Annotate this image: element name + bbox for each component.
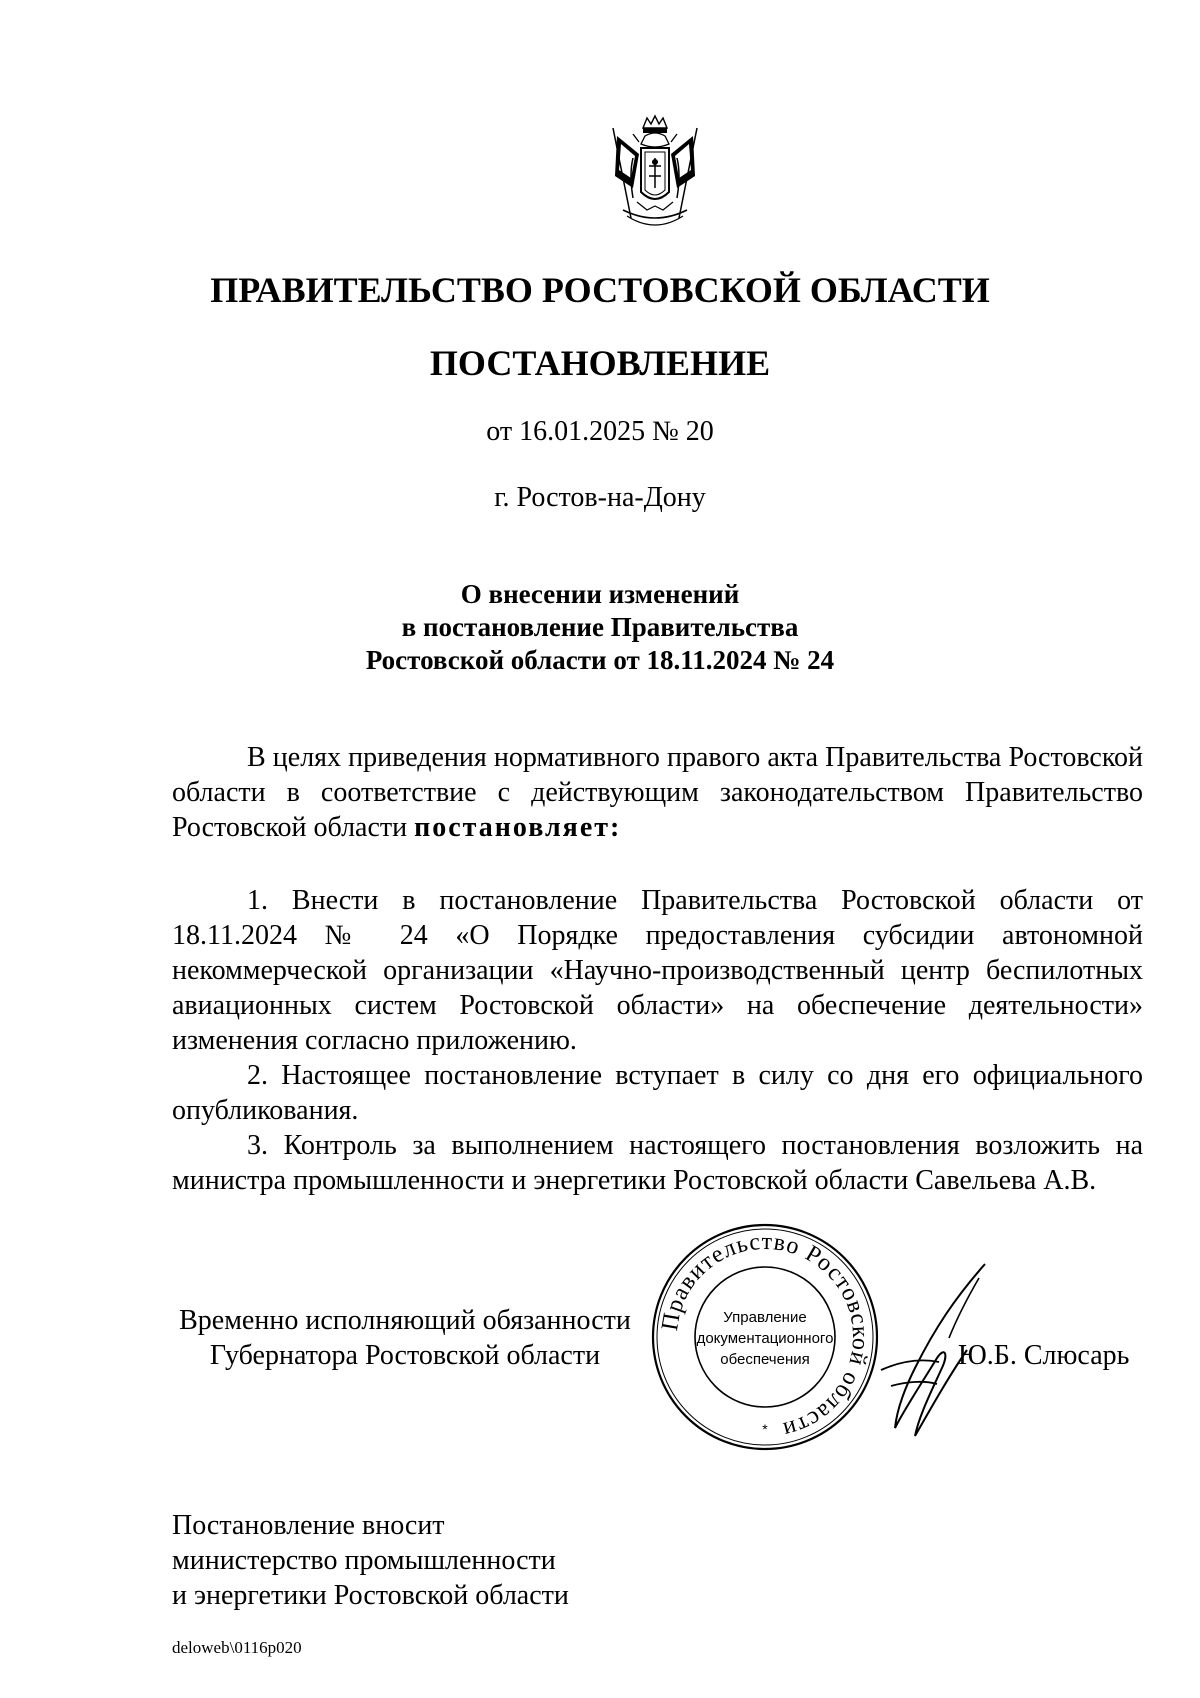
decision-item: 1. Внести в постановление Правительства Ростовской области от 18.11.2024 № 24 «О Порядке предоставления субсидии автономной некоммерческой организации «Научно-производственный центр беспилотных авиационных систем Ростовской области» на обеспечение деятельности» изменения согласно приложению. xyxy=(172,885,1143,1056)
rostov-oblast-coat-of-arms-icon xyxy=(603,114,707,240)
stamp-center-line: обеспечения xyxy=(720,1351,810,1368)
signer-position-line: Временно исполняющий обязанности xyxy=(179,1305,631,1336)
decision-word: постановляет: xyxy=(414,812,622,843)
svg-text:*: * xyxy=(762,1421,768,1437)
signer-position-line: Губернатора Ростовской области xyxy=(209,1340,601,1371)
document-type-heading: ПОСТАНОВЛЕНИЕ xyxy=(429,343,771,383)
signer-name: Ю.Б. Слюсарь xyxy=(958,1340,1130,1371)
stamp-center-line: документационного xyxy=(696,1330,834,1347)
preamble-paragraph xyxy=(172,740,1143,845)
signer-position xyxy=(170,1303,640,1373)
subject-line: Ростовской области от 18.11.2024 № 24 xyxy=(365,645,835,675)
submitter-block xyxy=(172,1508,569,1613)
submitter-line: министерство промышленности xyxy=(172,1545,556,1576)
subject-line: О внесении изменений xyxy=(460,579,740,609)
official-seal-icon xyxy=(650,1222,880,1452)
preamble-text: В целях приведения нормативного правого акта Правительства Ростовской области в соответствие с действующим законодательством Правительство Ростовской области xyxy=(172,742,1143,843)
document-subject xyxy=(0,578,1200,677)
footer-document-code: deloweb\0116p020 xyxy=(172,1638,302,1657)
organization-title: ПРАВИТЕЛЬСТВО РОСТОВСКОЙ ОБЛАСТИ xyxy=(210,270,990,310)
document-city: г. Ростов-на-Дону xyxy=(494,482,706,513)
decision-item: 3. Контроль за выполнением настоящего постановления возложить на министра промышленности и энергетики Ростовской области Савельева А.В. xyxy=(172,1130,1143,1196)
submitter-line: Постановление вносит xyxy=(172,1510,445,1541)
decision-item: 2. Настоящее постановление вступает в силу со дня его официального опубликования. xyxy=(172,1060,1143,1126)
submitter-line: и энергетики Ростовской области xyxy=(172,1580,569,1611)
stamp-center-line: Управление xyxy=(723,1309,807,1326)
subject-line: в постановление Правительства xyxy=(401,612,799,642)
decision-items xyxy=(172,883,1143,1198)
document-date-number: от 16.01.2025 № 20 xyxy=(486,416,714,447)
stamp-ring-text: Правительство Ростовской области xyxy=(656,1228,874,1444)
